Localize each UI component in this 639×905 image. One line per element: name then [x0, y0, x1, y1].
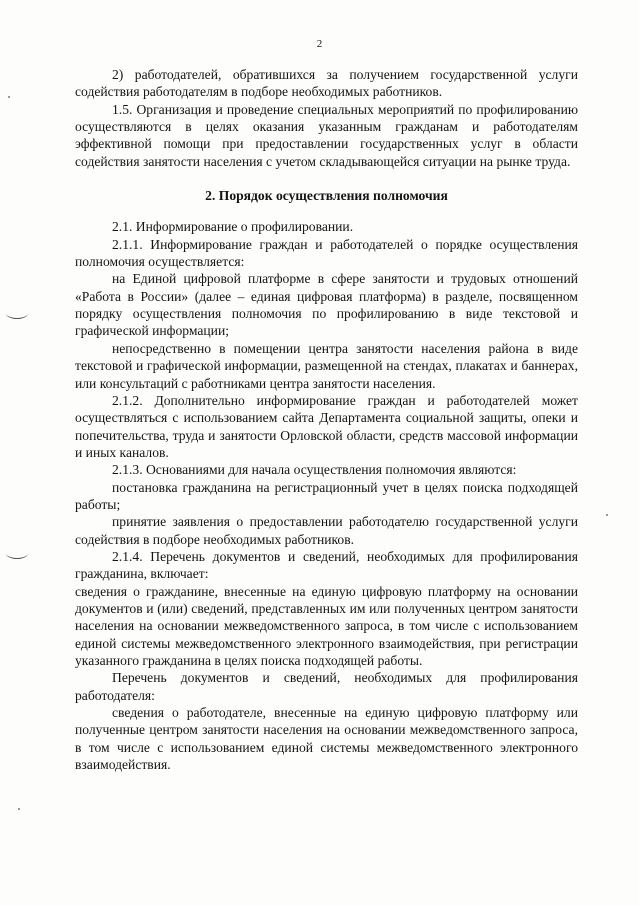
paragraph: сведения о работодателе, внесенные на единую цифровую платформу или полученные центром занятости населения на основании межведомственного запроса, в том числе с использованием единой системы межведомственного электронного взаимодействия. — [75, 705, 578, 773]
paragraph: постановка гражданина на регистрационный учет в целях поиска подходящей работы; — [75, 479, 578, 512]
paragraph: 2.1.3. Основаниями для начала осуществления полномочия являются: — [112, 462, 517, 478]
page-number: 2 — [316, 38, 323, 50]
paragraph: сведения о гражданине, внесенные на единую цифровую платформу на основании документов и (или) сведений, представленных им или полученных центром занятости населения на основании межведомственного запроса, в том числе с использованием единой системы межведомственного электронного взаимодействия, при регистрации указанного гражданина в целях поиска подходящей работы. — [75, 583, 578, 668]
margin-speck — [8, 96, 10, 98]
section-1-tail — [75, 66, 578, 170]
margin-scan-mark-upper — [6, 308, 28, 319]
document-body — [75, 66, 578, 773]
paragraph: 2.1.4. Перечень документов и сведений, необходимых для профилирования гражданина, включает: — [75, 548, 578, 582]
section-heading: 2. Порядок осуществления полномочия — [205, 188, 448, 204]
margin-scan-mark-lower — [6, 548, 28, 559]
margin-speck — [606, 514, 608, 516]
paragraph: принятие заявления о предоставлении работодателю государственной услуги содействия в подборе необходимых работников. — [75, 514, 578, 547]
paragraph: 2) работодателей, обратившихся за получением государственной услуги содействия работодателям в подборе необходимых работников. — [75, 67, 578, 100]
section-2-body — [75, 218, 578, 773]
paragraph: 2.1. Информирование о профилировании. — [112, 219, 354, 235]
paragraph: 2.1.2. Дополнительно информирование граждан и работодателей может осуществляться с использованием сайта Департамента социальной защиты, опеки и попечительства, труда и занятости Орловской области, средств массовой информации и иных каналов. — [75, 392, 578, 460]
paragraph: 2.1.1. Информирование граждан и работодателей о порядке осуществления полномочия осуществляется: — [75, 236, 578, 270]
paragraph: на Единой цифровой платформе в сфере занятости и трудовых отношений «Работа в России» (далее – единая цифровая платформа) в разделе, посвященном порядку осуществления полномочия по профилированию в виде текстовой и графической информации; — [75, 271, 578, 339]
paragraph: непосредственно в помещении центра занятости населения района в виде текстовой и графической информации, размещенной на стендах, плакатах и баннерах, или консультаций с работниками центра занятости населения. — [75, 340, 578, 391]
paragraph: Перечень документов и сведений, необходимых для профилирования работодателя: — [75, 670, 578, 703]
margin-speck — [18, 808, 20, 810]
paragraph: 1.5. Организация и проведение специальных мероприятий по профилированию осуществляются в целях оказания указанным гражданам и работодателям эффективной помощи при предоставлении государственных услуг в области содействия занятости населения с учетом складывающейся ситуации на рынке труда. — [75, 101, 578, 169]
